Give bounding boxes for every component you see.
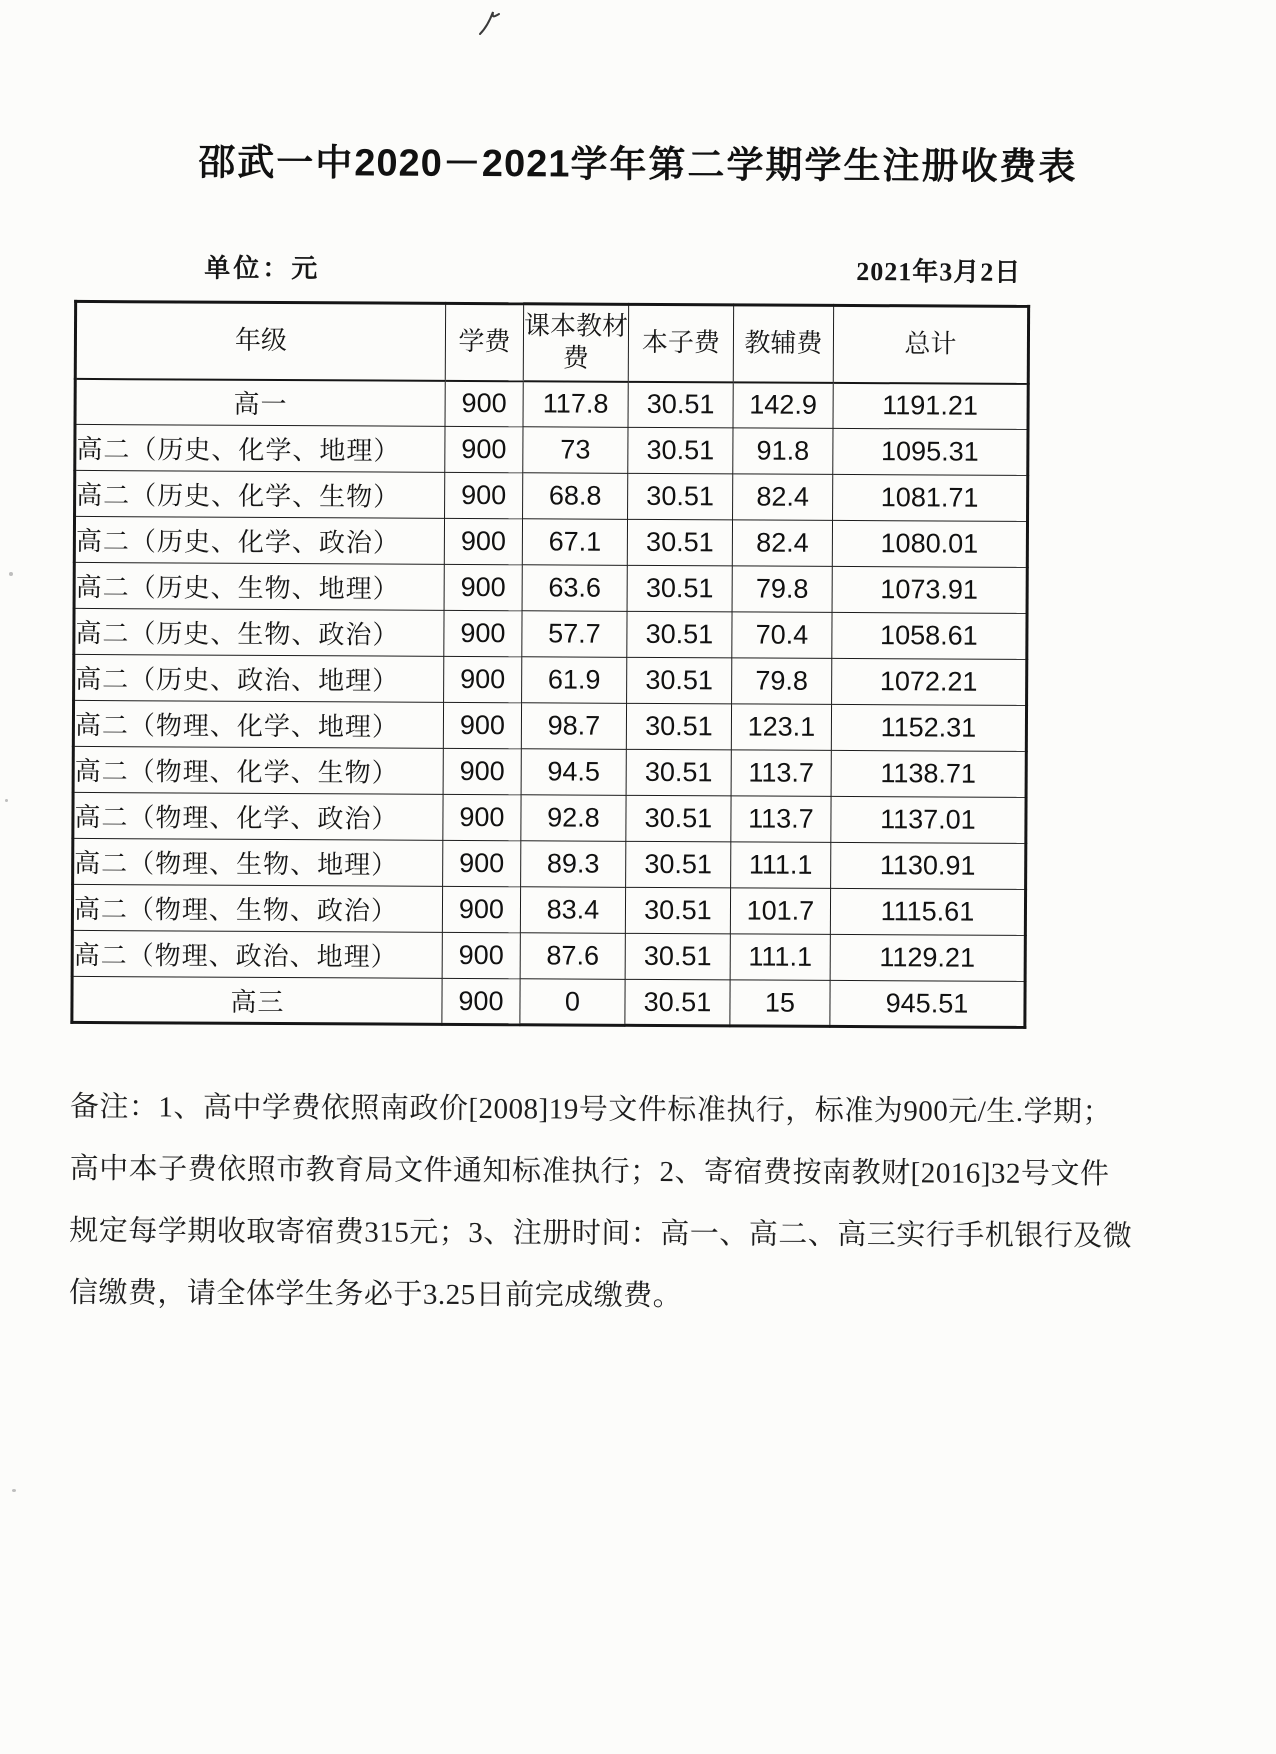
total-cell: 1073.91 [832,566,1027,613]
table-row [74,562,1027,613]
title-years: 2020－2021 [354,142,571,186]
table-row [73,838,1026,889]
grade-cell: 高二（历史、生物、地理） [74,562,444,610]
col-header-teaching-aid-fee: 教辅费 [733,305,833,383]
total-cell: 1058.61 [832,612,1027,659]
notebook-fee-cell: 30.51 [626,841,731,888]
total-cell: 1081.71 [833,474,1028,521]
teaching-aid-fee-cell: 82.4 [733,474,833,521]
tuition-cell: 900 [444,518,522,564]
table-row [72,930,1025,981]
tuition-cell: 900 [443,748,521,794]
table-row [74,654,1027,705]
grade-cell: 高二（物理、生物、地理） [73,838,443,886]
tuition-cell: 900 [443,840,521,886]
teaching-aid-fee-cell: 111.1 [730,934,830,981]
note-line: 规定每学期收取寄宿费315元；3、注册时间：高一、高二、高三实行手机银行及微 [69,1214,1133,1253]
col-header-grade: 年级 [75,301,445,380]
notebook-fee-cell: 30.51 [625,887,730,934]
notebook-fee-cell: 30.51 [627,657,732,704]
textbook-fee-cell: 94.5 [521,749,626,796]
table-row [74,516,1027,567]
meta-row [74,247,1027,289]
table-row [72,976,1025,1027]
table-row [73,700,1026,751]
notebook-fee-cell: 30.51 [627,611,732,658]
tuition-cell: 900 [443,794,521,840]
total-cell: 1115.61 [830,888,1025,935]
table-row [75,424,1028,475]
grade-cell: 高二（物理、化学、地理） [73,700,443,748]
grade-cell: 高二（物理、化学、生物） [73,746,443,794]
textbook-fee-cell: 68.8 [523,473,628,520]
notebook-fee-cell: 30.51 [626,749,731,796]
textbook-fee-cell: 98.7 [521,703,626,750]
scan-noise-dot [12,1489,16,1492]
teaching-aid-fee-cell: 79.8 [732,658,832,705]
table-row [75,470,1028,521]
grade-cell: 高二（物理、化学、政治） [73,792,443,840]
teaching-aid-fee-cell: 70.4 [732,612,832,659]
tuition-cell: 900 [444,610,522,656]
textbook-fee-cell: 87.6 [520,933,625,980]
col-header-tuition: 学费 [445,303,523,380]
textbook-fee-cell: 83.4 [520,887,625,934]
grade-cell: 高二（物理、政治、地理） [72,930,442,978]
total-cell: 1152.31 [831,704,1026,751]
notebook-fee-cell: 30.51 [626,703,731,750]
textbook-fee-cell: 0 [520,979,625,1026]
notebook-fee-cell: 30.51 [625,979,730,1026]
tuition-cell: 900 [443,702,521,748]
tuition-cell: 900 [442,886,520,932]
notebook-fee-cell: 30.51 [628,473,733,520]
grade-cell: 高二（历史、生物、政治） [74,608,444,656]
tuition-cell: 900 [445,472,523,518]
teaching-aid-fee-cell: 113.7 [731,750,831,797]
col-header-textbook-fee: 课本教材费 [523,304,628,382]
total-cell: 1095.31 [833,428,1028,475]
textbook-fee-cell: 73 [523,427,628,474]
notebook-fee-cell: 30.51 [628,427,733,474]
teaching-aid-fee-cell: 15 [730,980,830,1027]
grade-cell: 高一 [75,378,445,426]
note-line: 信缴费，请全体学生务必于3.25日前完成缴费。 [68,1276,683,1313]
textbook-fee-cell: 89.3 [521,841,626,888]
table-row [74,608,1027,659]
notes-section [68,1076,1133,1329]
notebook-fee-cell: 30.51 [626,795,731,842]
notebook-fee-cell: 30.51 [627,519,732,566]
grade-cell: 高二（历史、政治、地理） [74,654,444,702]
notebook-fee-cell: 30.51 [627,565,732,612]
teaching-aid-fee-cell: 113.7 [731,796,831,843]
total-cell: 1080.01 [832,520,1027,567]
tuition-cell: 900 [445,426,523,472]
tuition-cell: 900 [444,656,522,702]
grade-cell: 高二（历史、化学、生物） [75,470,445,518]
total-cell: 1129.21 [830,934,1025,981]
page-title [0,130,1276,192]
col-header-total: 总计 [833,305,1028,383]
tuition-cell: 900 [445,380,523,426]
total-cell: 1138.71 [831,750,1026,797]
table-row [73,746,1026,797]
grade-cell: 高二（历史、化学、地理） [75,424,445,472]
fee-table [70,300,1030,1029]
date-label: 2021年3月2日 [856,257,1022,287]
note-line: 高中本子费依照市教育局文件通知标准执行；2、寄宿费按南教财[2016]32号文件 [69,1152,1110,1191]
textbook-fee-cell: 61.9 [522,657,627,704]
textbook-fee-cell: 63.6 [522,565,627,612]
textbook-fee-cell: 57.7 [522,611,627,658]
table-header-row [75,301,1028,383]
notebook-fee-cell: 30.51 [628,381,733,428]
textbook-fee-cell: 67.1 [522,519,627,566]
teaching-aid-fee-cell: 142.9 [733,382,833,429]
col-header-notebook-fee: 本子费 [628,304,733,382]
teaching-aid-fee-cell: 79.8 [732,566,832,613]
title-school: 邵武一中 [198,142,355,185]
teaching-aid-fee-cell: 91.8 [733,428,833,475]
grade-cell: 高二（历史、化学、政治） [74,516,444,564]
teaching-aid-fee-cell: 82.4 [732,520,832,567]
tuition-cell: 900 [444,564,522,610]
tuition-cell: 900 [442,932,520,978]
notebook-fee-cell: 30.51 [625,933,730,980]
grade-cell: 高三 [72,976,442,1024]
teaching-aid-fee-cell: 111.1 [731,842,831,889]
total-cell: 1072.21 [832,658,1027,705]
teaching-aid-fee-cell: 123.1 [731,704,831,751]
total-cell: 1191.21 [833,382,1028,429]
textbook-fee-cell: 117.8 [523,381,628,428]
tuition-cell: 900 [442,978,520,1024]
textbook-fee-cell: 92.8 [521,795,626,842]
teaching-aid-fee-cell: 101.7 [730,888,830,935]
title-suffix: 学年第二学期学生注册收费表 [570,144,1078,189]
note-line: 备注：1、高中学费依照南政价[2008]19号文件标准执行，标准为900元/生.学期； [69,1090,1113,1129]
total-cell: 1130.91 [831,842,1026,889]
unit-label: 单位：元 [204,253,321,284]
table-row [73,792,1026,843]
total-cell: 945.51 [830,980,1025,1027]
table-row [75,378,1028,429]
grade-cell: 高二（物理、生物、政治） [72,884,442,932]
total-cell: 1137.01 [831,796,1026,843]
table-row [72,884,1025,935]
